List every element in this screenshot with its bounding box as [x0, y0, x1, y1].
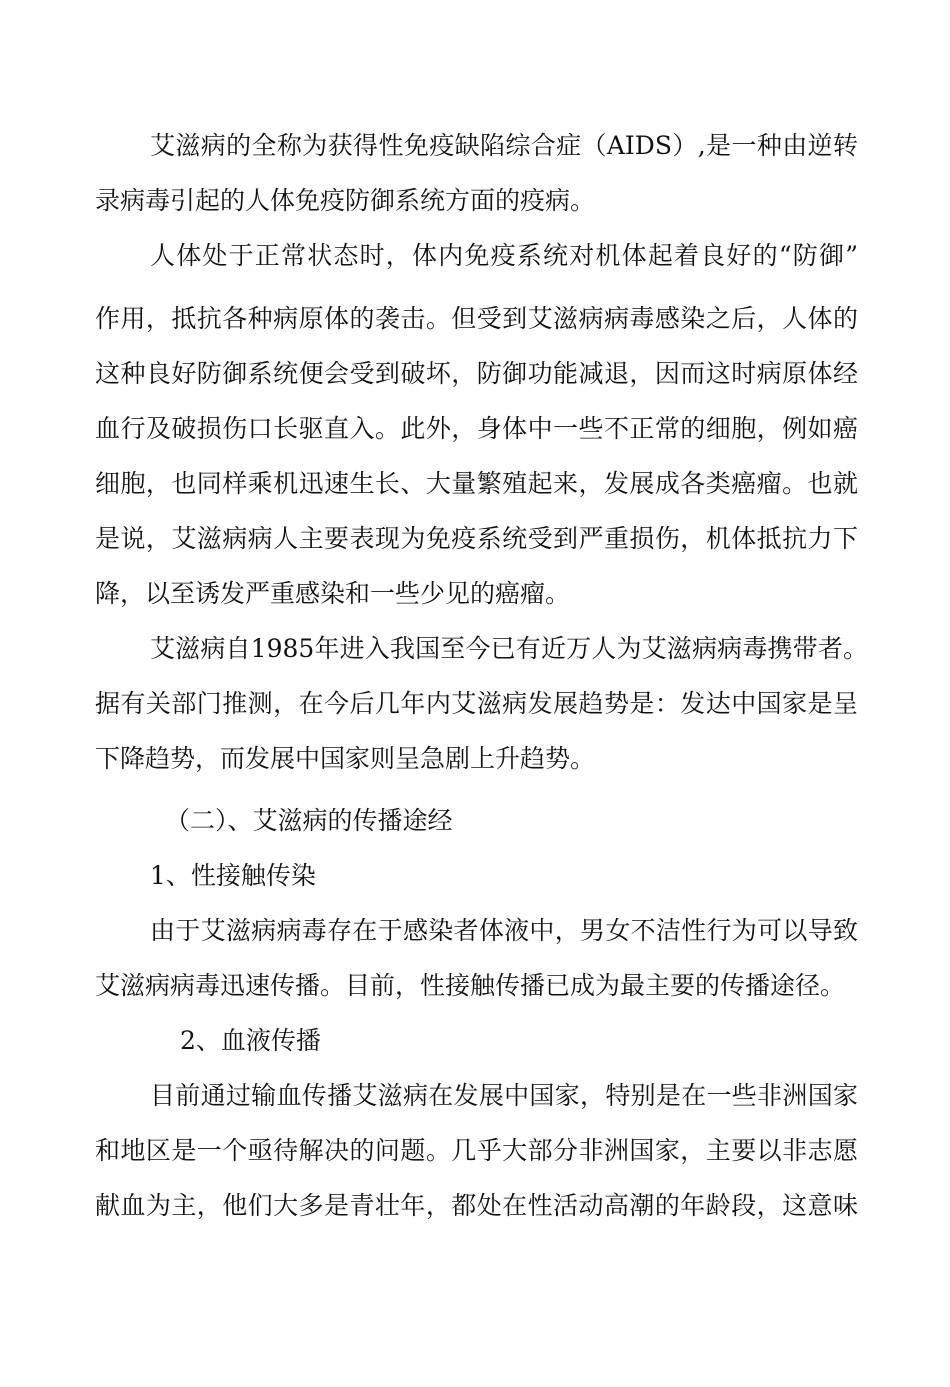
paragraph-4-line-2: 艾滋病病毒迅速传播。目前，性接触传播已成为最主要的传播途径。	[95, 971, 846, 1000]
paragraph-5-line-2: 和地区是一个亟待解决的问题。几乎大部分非洲国家，主要以非志愿	[95, 1136, 858, 1165]
subsection-heading-1: 1、性接触传染	[150, 861, 316, 890]
paragraph-3-line-1: 艾滋病自1985年进入我国至今已有近万人为艾滋病病毒携带者。	[150, 634, 868, 663]
paragraph-5-line-3: 献血为主，他们大多是青壮年，都处在性活动高潮的年龄段，这意味	[95, 1191, 858, 1220]
paragraph-3-line-2: 据有关部门推测，在今后几年内艾滋病发展趋势是：发达中国家是呈	[95, 689, 858, 718]
paragraph-1-line-2: 录病毒引起的人体免疫防御系统方面的疫病。	[95, 186, 596, 215]
paragraph-2-line-7: 降，以至诱发严重感染和一些少见的癌瘤。	[95, 579, 571, 608]
section-heading: （二）、艾滋病的传播途经	[165, 806, 453, 835]
paragraph-2-line-4: 血行及破损伤口长驱直入。此外，身体中一些不正常的细胞，例如癌	[95, 414, 858, 443]
paragraph-5-line-1: 目前通过输血传播艾滋病在发展中国家，特别是在一些非洲国家	[150, 1081, 858, 1110]
subsection-heading-2: 2、血液传播	[180, 1026, 321, 1055]
paragraph-2-line-2: 作用，抵抗各种病原体的袭击。但受到艾滋病病毒感染之后，人体的	[95, 304, 858, 333]
paragraph-2-line-1: 人体处于正常状态时，体内免疫系统对机体起着良好的“防御”	[150, 241, 858, 270]
paragraph-4-line-1: 由于艾滋病病毒存在于感染者体液中，男女不洁性行为可以导致	[150, 916, 858, 945]
paragraph-1-line-1: 艾滋病的全称为获得性免疫缺陷综合症（AIDS）,是一种由逆转	[150, 131, 858, 160]
paragraph-3-line-3: 下降趋势，而发展中国家则呈急剧上升趋势。	[95, 744, 596, 773]
paragraph-2-line-6: 是说，艾滋病病人主要表现为免疫系统受到严重损伤，机体抵抗力下	[95, 524, 858, 553]
paragraph-2-line-3: 这种良好防御系统便会受到破坏，防御功能减退，因而这时病原体经	[95, 359, 858, 388]
paragraph-2-line-5: 细胞，也同样乘机迅速生长、大量繁殖起来，发展成各类癌瘤。也就	[95, 469, 858, 498]
